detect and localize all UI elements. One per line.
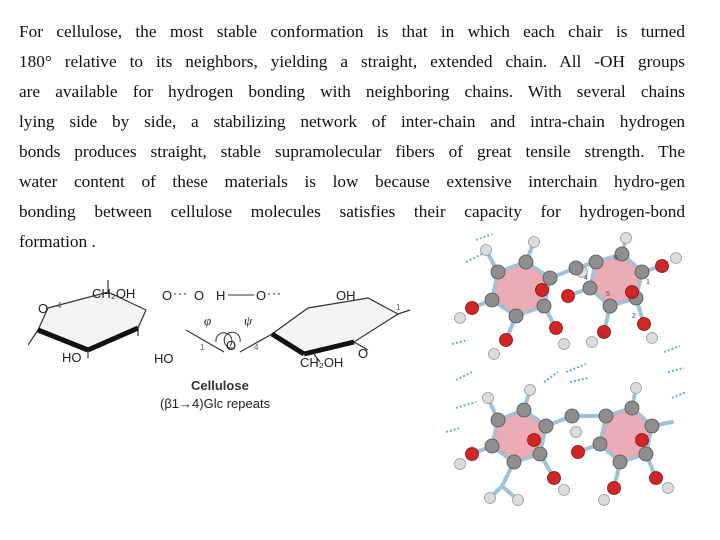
oxygen-atom [466, 448, 479, 461]
oxygen-atom [500, 334, 513, 347]
phi-label: φ [204, 313, 212, 328]
hydrogen-atom [485, 493, 496, 504]
ch2oh-label: CH₂OH [300, 355, 344, 370]
paragraph-line: are available for hydrogen bonding with neighboring chains. With several chains [19, 82, 685, 101]
hydrogen-atom [587, 337, 598, 348]
hydrogen-bond-dash [456, 372, 472, 380]
ring-position-number: 4 [584, 275, 588, 282]
psi-label: ψ [244, 313, 253, 328]
oxygen-atom [466, 302, 479, 315]
ring-position-number: 5 [606, 291, 610, 298]
atom-spheres [455, 233, 682, 506]
hydrogen-atom [483, 393, 494, 404]
oxygen-atom [638, 318, 651, 331]
hydrogen-bond-dash [566, 364, 586, 372]
hydrogen-bond-dash [672, 392, 686, 398]
hydrogen-bond-dash [570, 378, 588, 382]
carbon-number-label: 1 [200, 343, 205, 352]
paragraph-line: bonding between cellulose molecules satisfies their capacity for hydrogen-bond [19, 202, 685, 221]
hbond-oxygen-label: O [194, 288, 205, 303]
hydrogen-atom [489, 349, 500, 360]
carbon-atom [537, 299, 551, 313]
oxygen-atom [626, 286, 639, 299]
carbon-atom [519, 255, 533, 269]
hydrogen-bond-dash [452, 340, 468, 344]
carbon-atom [543, 271, 557, 285]
carbon-atom [533, 447, 547, 461]
ring-position-number: 6 [614, 255, 618, 262]
hydrogen-bond-dash [668, 368, 684, 372]
hydrogen-atom [671, 253, 682, 264]
hbond-oxygen-label: O [256, 288, 267, 303]
hydrogen-atom [631, 383, 642, 394]
carbon-atom [507, 455, 521, 469]
ch2oh-label: CH₂OH [92, 286, 136, 301]
ring-position-number: 3 [600, 333, 604, 340]
carbon-atom [635, 265, 649, 279]
carbon-atom [639, 447, 653, 461]
hydrogen-atom [559, 339, 570, 350]
carbon-atom [509, 309, 523, 323]
caption-subtitle: (β1→4)Glc repeats [160, 396, 271, 411]
carbon-atom [599, 409, 613, 423]
edge-oxygen-label: O [38, 301, 49, 316]
oxygen-atom [548, 472, 561, 485]
hydroxyl-label: OH [336, 288, 356, 303]
hydrogen-atom [525, 385, 536, 396]
carbon-atom [517, 403, 531, 417]
hydrogen-atom [663, 483, 674, 494]
carbon-atom [491, 413, 505, 427]
paragraph-line: formation . [19, 232, 96, 251]
carbon-number-label: 4 [57, 301, 62, 310]
cellulose-structure-diagram [28, 270, 420, 420]
hydrogen-bond-dash [446, 428, 460, 432]
oxygen-atom [656, 260, 669, 273]
carbon-atom [569, 261, 583, 275]
carbon-atom [491, 265, 505, 279]
oxygen-atom [572, 446, 585, 459]
ring-position-number: 2 [632, 313, 636, 320]
hydrogen-bond-dash [466, 254, 482, 262]
paragraph-line: 180° relative to its neighbors, yielding a straight, extended chain. All -OH groups [19, 52, 685, 71]
carbon-atom [485, 293, 499, 307]
oxygen-atom [650, 472, 663, 485]
hydrogen-atom [621, 233, 632, 244]
carbon-atom [613, 455, 627, 469]
carbon-atom [565, 409, 579, 423]
body-paragraph [19, 17, 685, 257]
carbon-atom [603, 299, 617, 313]
paragraph-line: water content of these materials is low because extensive interchain hydro-gen [19, 172, 685, 191]
hydrogen-atom [455, 313, 466, 324]
oxygen-atom [636, 434, 649, 447]
oxygen-atom [528, 434, 541, 447]
ring-position-number: 1 [646, 279, 650, 286]
hydrogen-atom [647, 333, 658, 344]
hydrogen-atom [599, 495, 610, 506]
hydrogen-atom [571, 427, 582, 438]
carbon-atom [583, 281, 597, 295]
bridge-oxygen-label: O [226, 338, 237, 353]
ring-oxygen-label: O [162, 288, 173, 303]
hbond-hydrogen-label: H [216, 288, 226, 303]
ring-oxygen-label: O [358, 346, 369, 361]
hydrogen-bond-dash [476, 234, 492, 240]
hydrogen-bond-dash [664, 346, 680, 352]
hydroxyl-label: HO [154, 351, 174, 366]
oxygen-atom [562, 290, 575, 303]
carbon-number-label: 1 [396, 303, 401, 312]
cellulose-ball-stick-model [436, 232, 688, 520]
hydrogen-bond-dash [544, 372, 558, 382]
carbon-atom [589, 255, 603, 269]
carbon-atom [485, 439, 499, 453]
hydrogen-atom [481, 245, 492, 256]
carbon-atom [625, 401, 639, 415]
hydrogen-atom [529, 237, 540, 248]
hydrogen-atom [455, 459, 466, 470]
paragraph-line: lying side by side, a stabilizing network of inter-chain and intra-chain hydrogen [19, 112, 685, 131]
carbon-atom [593, 437, 607, 451]
paragraph-line: bonds produces straight, stable supramolecular fibers of great tensile strength. The [19, 142, 685, 161]
hydrogen-bond-dash [456, 402, 476, 408]
oxygen-atom [536, 284, 549, 297]
hydrogen-atom [513, 495, 524, 506]
carbon-atom [645, 419, 659, 433]
caption-title: Cellulose [191, 378, 249, 393]
carbon-atom [539, 419, 553, 433]
paragraph-line: For cellulose, the most stable conformation is that in which each chair is turned [19, 22, 685, 41]
hydrogen-atom [559, 485, 570, 496]
oxygen-atom [550, 322, 563, 335]
hydroxyl-label: HO [62, 350, 82, 365]
carbon-number-label: 4 [254, 343, 259, 352]
oxygen-atom [608, 482, 621, 495]
